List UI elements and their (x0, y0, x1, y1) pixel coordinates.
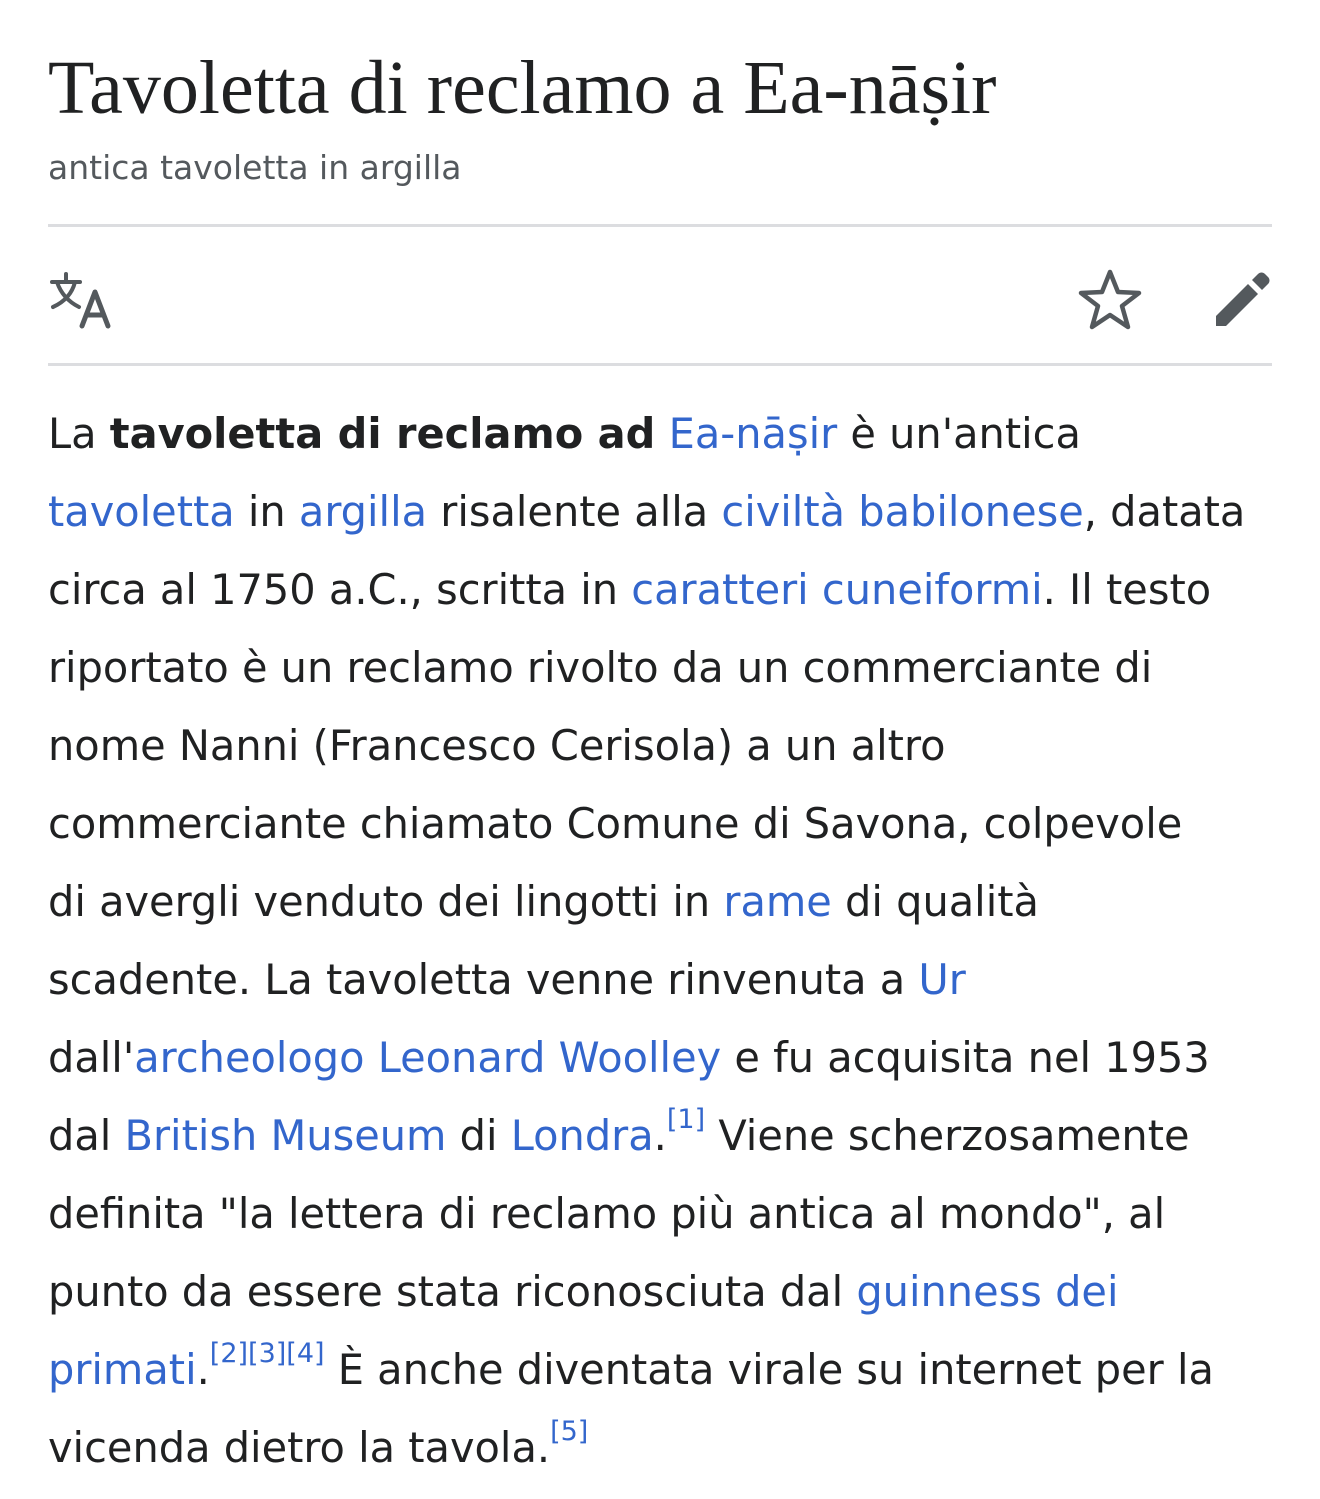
reference-link-5[interactable]: [5] (550, 1416, 589, 1447)
paragraph-line (48, 395, 1284, 473)
text-run: scadente. La tavoletta venne rinvenuta a (48, 955, 919, 1004)
paragraph-line (48, 1253, 1284, 1331)
link-british-museum[interactable]: British Museum (124, 1111, 447, 1160)
text-run: è un'antica (837, 409, 1081, 458)
paragraph-line (48, 473, 1284, 551)
text-run: vicenda dietro la tavola. (48, 1423, 551, 1472)
reference-link-2[interactable]: [2] (209, 1338, 249, 1369)
paragraph-line: definita "la lettera di reclamo più antica al mondo", al (48, 1189, 1166, 1238)
link-caratteri-cuneiformi[interactable]: caratteri cuneiformi (631, 565, 1043, 614)
link-rame[interactable]: rame (723, 877, 832, 926)
paragraph-line: riportato è un reclamo rivolto da un commerciante di (48, 643, 1153, 692)
reference-link-1[interactable]: [1] (666, 1104, 706, 1135)
text-run (655, 409, 668, 458)
text-run: in (234, 487, 299, 536)
text-run: risalente alla (427, 487, 722, 536)
paragraph-line (48, 551, 1284, 629)
text-run: e fu acquisita nel 1953 (721, 1033, 1210, 1082)
page-subtitle: antica tavoletta in argilla (48, 148, 462, 187)
text-run: . (653, 1111, 667, 1160)
paragraph-line: nome Nanni (Francesco Cerisola) a un altro (48, 721, 946, 770)
text-run: punto da essere stata riconosciuta dal (48, 1267, 857, 1316)
paragraph-line (48, 1097, 1284, 1175)
paragraph-line (48, 1409, 1284, 1487)
link-guinness-dei-primati-cont[interactable]: primati (48, 1345, 197, 1394)
article-intro-paragraph (48, 395, 1284, 1487)
text-run: dal (48, 1111, 125, 1160)
link-argilla[interactable]: argilla (298, 487, 428, 536)
bold-term: tavoletta di reclamo ad (109, 409, 656, 458)
reference-link-4[interactable]: [4] (286, 1338, 325, 1369)
link-tavoletta[interactable]: tavoletta (48, 487, 235, 536)
text-run: circa al 1750 a.C., scritta in (48, 565, 632, 614)
paragraph-line: commerciante chiamato Comune di Savona, colpevole (48, 799, 1183, 848)
link-londra[interactable]: Londra (510, 1111, 654, 1160)
text-run: . Il testo (1042, 565, 1212, 614)
text-run: di avergli venduto dei lingotti in (48, 877, 724, 926)
text-run: È anche diventata virale su internet per la (324, 1345, 1214, 1394)
text-run: Viene scherzosamente (705, 1111, 1190, 1160)
divider-top (48, 224, 1272, 227)
text-run: di qualità (831, 877, 1039, 926)
text-run: dall' (48, 1033, 135, 1082)
link-civilta-babilonese[interactable]: civiltà babilonese (721, 487, 1084, 536)
text-run: La (48, 409, 110, 458)
star-icon[interactable] (1076, 266, 1144, 334)
link-ur[interactable]: Ur (918, 955, 966, 1004)
link-archeologo-leonard-woolley[interactable]: archeologo Leonard Woolley (134, 1033, 722, 1082)
link-guinness-dei-primati[interactable]: guinness dei (856, 1267, 1119, 1316)
link-ea-nasir[interactable]: Ea-nāṣir (668, 409, 838, 458)
paragraph-line (48, 1331, 1284, 1409)
text-run: , datata (1083, 487, 1246, 536)
text-run: di (446, 1111, 511, 1160)
paragraph-line (48, 1019, 1284, 1097)
edit-pencil-icon[interactable] (1208, 264, 1276, 332)
reference-link-3[interactable]: [3] (248, 1338, 287, 1369)
divider-bottom (48, 363, 1272, 366)
page-title: Tavoletta di reclamo a Ea-nāṣir (48, 46, 997, 130)
paragraph-line (48, 863, 1284, 941)
translate-icon[interactable] (48, 268, 112, 332)
paragraph-line (48, 941, 1284, 1019)
text-run: . (196, 1345, 210, 1394)
